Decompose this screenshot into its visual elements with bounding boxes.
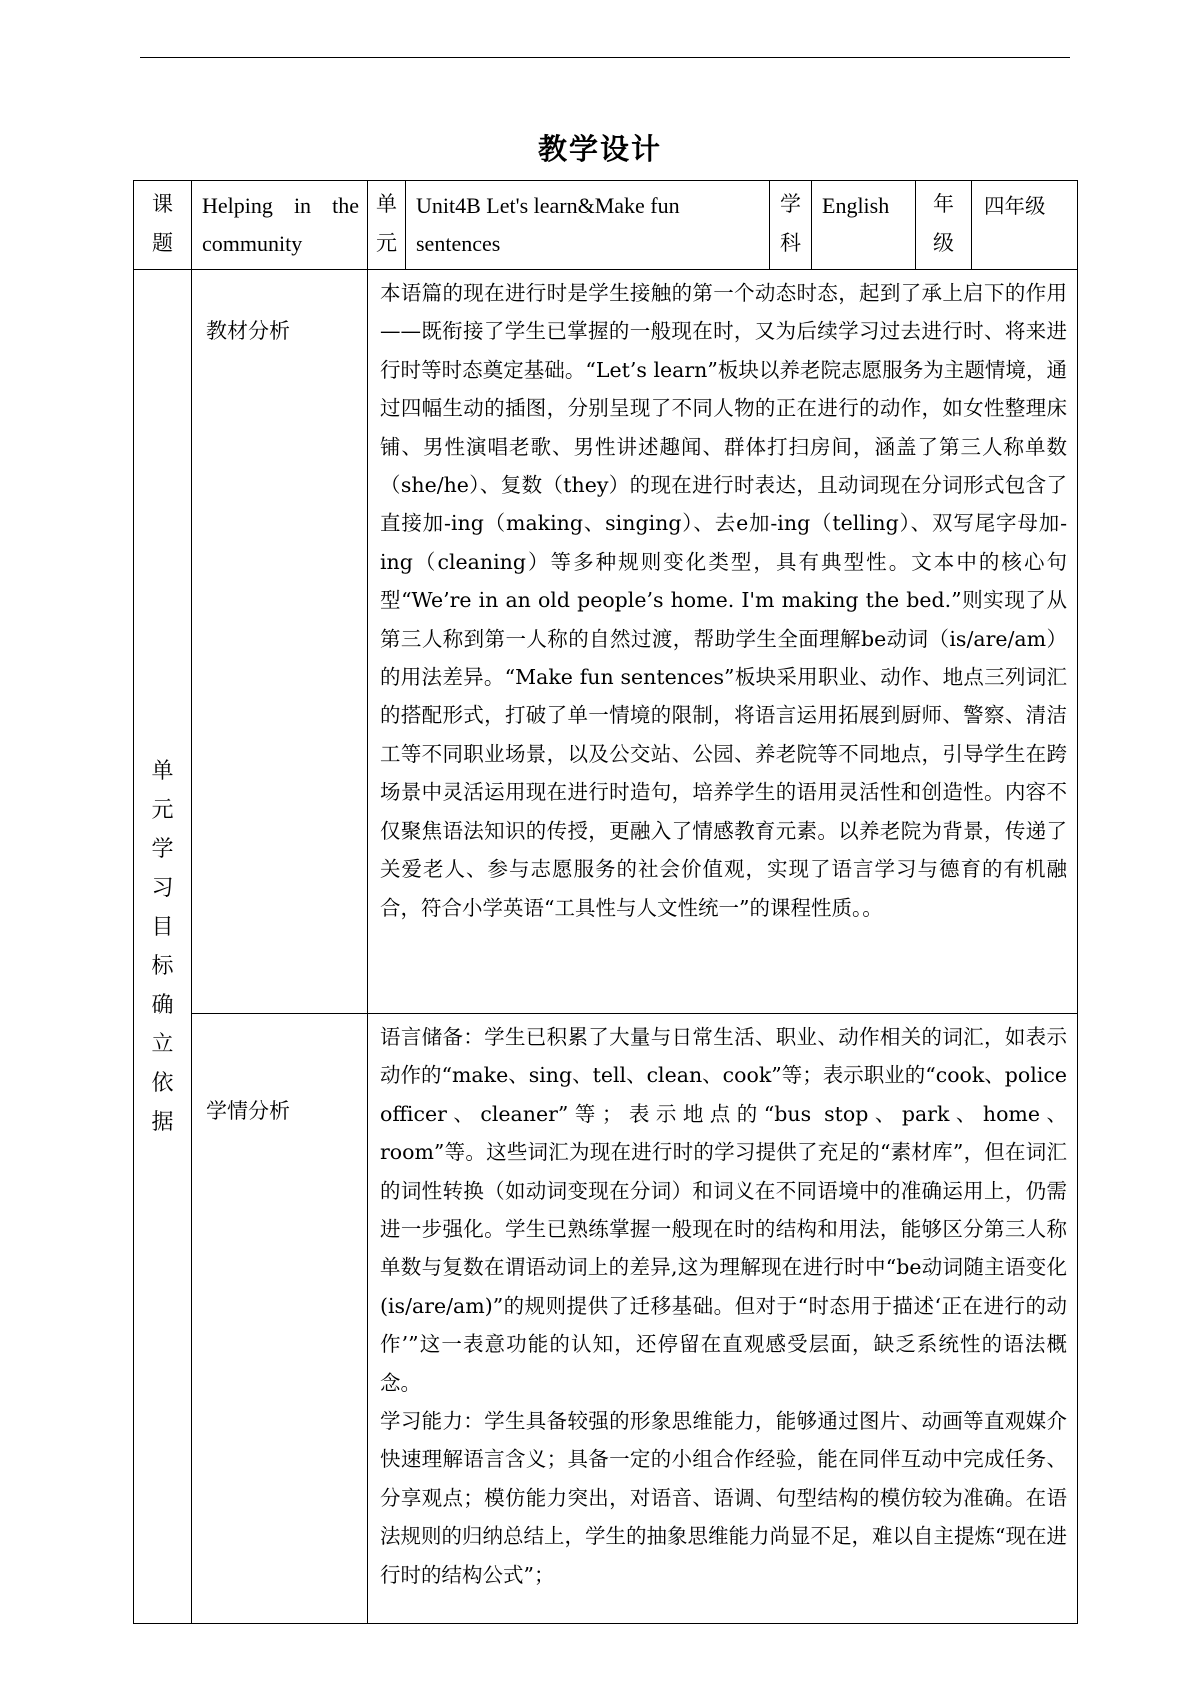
header-rule bbox=[140, 57, 1070, 58]
unit-label: 单元 bbox=[376, 192, 397, 255]
subject-value: English bbox=[822, 193, 890, 218]
material-text: 本语篇的现在进行时是学生接触的第一个动态时态，起到了承上启下的作用——既衔接了学生已掌握的一般现在时，又为后续学习过去进行时、将来进行时等时态奠定基础。“Let’s learn”板块以养老院志愿服务为主题情境，通过四幅生动的插图，分别呈现了不同人物的正在进行的动作，如女性整理床铺、男性演唱老歌、男性讲述趣闻、群体打扫房间，涵盖了第三人称单数（she/he）、复数（they）的现在进行时表达，且动词现在分词形式包含了直接加-ing（making、singing）、去e加-ing（telling）、双写尾字母加-ing（cleaning）等多种规则变化类型，具有典型性。文本中的核心句型“We’re in an old people’s home. I'm making the bed.”则实现了从第三人称到第一人称的自然过渡，帮助学生全面理解be动词（is/are/am）的用法差异。“Make fun sentences”板块采用职业、动作、地点三列词汇的搭配形式，打破了单一情境的限制，将语言运用拓展到厨师、警察、清洁工等不同职业场景，以及公交站、公园、养老院等不同地点，引导学生在跨场景中灵活运用现在进行时造句，培养学生的语用灵活性和创造性。内容不仅聚焦语法知识的传授，更融入了情感教育元素。以养老院为背景，传递了关爱老人、参与志愿服务的社会价值观，实现了语言学习与德育的有机融合，符合小学英语“工具性与人文性统一”的课程性质。。 bbox=[380, 281, 1067, 920]
grade-label-cell bbox=[916, 181, 972, 270]
unit-label-cell bbox=[368, 181, 406, 270]
document-title: 教学设计 bbox=[537, 132, 662, 166]
info-row bbox=[134, 181, 1078, 270]
learner-analysis-row bbox=[134, 1014, 1078, 1624]
grade-value: 四年级 bbox=[984, 194, 1046, 218]
topic-value-cell bbox=[192, 181, 368, 270]
material-text-cell bbox=[368, 270, 1078, 1014]
section-label-cell bbox=[134, 270, 192, 1624]
topic-label-cell bbox=[134, 181, 192, 270]
learner-text bbox=[368, 1014, 1077, 1596]
learner-text-cell bbox=[368, 1014, 1078, 1624]
topic-label: 课题 bbox=[152, 192, 173, 255]
subject-value-cell bbox=[812, 181, 916, 270]
unit-value: Unit4B Let's learn&Make fun sentences bbox=[416, 193, 680, 256]
subject-label-cell bbox=[770, 181, 812, 270]
learner-paragraph-ability: 学习能力：学生具备较强的形象思维能力，能够通过图片、动画等直观媒介快速理解语言含义；具备一定的小组合作经验，能在同伴互动中完成任务、分享观点；模仿能力突出，对语音、语调、句型结构的模仿较为准确。在语法规则的归纳总结上，学生的抽象思维能力尚显不足，难以自主提炼“现在进行时的结构公式”； bbox=[380, 1409, 1067, 1587]
section-label: 单元学习目标确立依据 bbox=[151, 758, 174, 1135]
material-analysis-row bbox=[134, 270, 1078, 1014]
material-label-cell bbox=[192, 270, 368, 1014]
subject-label: 学科 bbox=[780, 192, 801, 255]
material-label: 教材分析 bbox=[206, 319, 290, 343]
topic-value: Helping in the community bbox=[202, 193, 359, 256]
learner-label: 学情分析 bbox=[206, 1099, 290, 1123]
grade-label: 年级 bbox=[933, 192, 954, 255]
lesson-plan-table bbox=[133, 180, 1078, 1624]
unit-value-cell bbox=[406, 181, 770, 270]
grade-value-cell bbox=[972, 181, 1078, 270]
learner-label-cell bbox=[192, 1014, 368, 1624]
learner-paragraph-language: 语言储备：学生已积累了大量与日常生活、职业、动作相关的词汇，如表示动作的“make、sing、tell、clean、cook”等；表示职业的“cook、police officer、cleaner”等；表示地点的“bus stop、park、home、room”等。这些词汇为现在进行时的学习提供了充足的“素材库”，但在词汇的词性转换（如动词变现在分词）和词义在不同语境中的准确运用上，仍需进一步强化。学生已熟练掌握一般现在时的结构和用法，能够区分第三人称单数与复数在谓语动词上的差异,这为理解现在进行时中“be动词随主语变化(is/are/am)”的规则提供了迁移基础。但对于“时态用于描述‘正在进行的动作’”这一表意功能的认知，还停留在直观感受层面，缺乏系统性的语法概念。 bbox=[380, 1025, 1067, 1395]
